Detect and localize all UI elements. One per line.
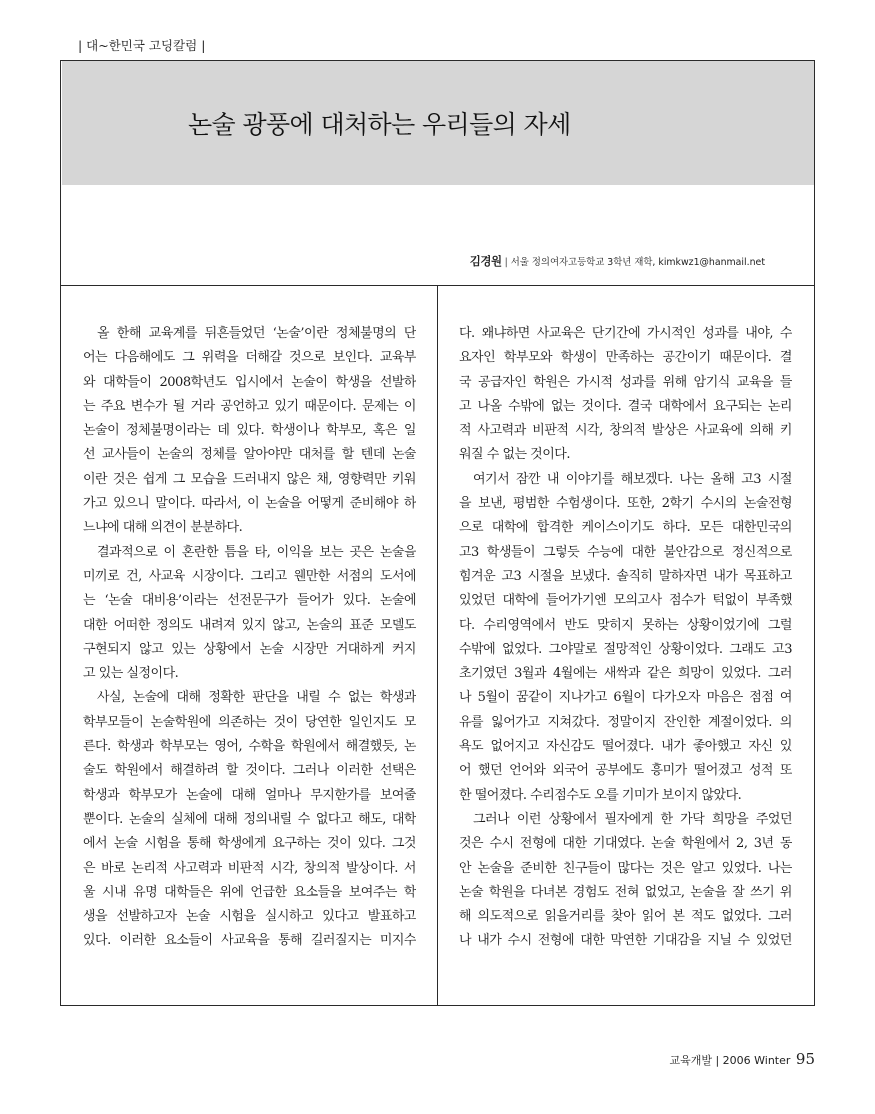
body-line: 은 바로 논리적 사고력과 비판적 시각, 창의적 발상이다. 서 [83,860,416,876]
body-line: 는 주요 변수가 될 거라 공언하고 있기 때문이다. 문제는 이 [83,398,416,414]
body-line: 와 대학들이 2008학년도 입시에서 논술이 학생을 선발하 [83,374,416,390]
body-line: 어는 다음해에도 그 위력을 더해갈 것으로 보인다. 교육부 [83,350,416,366]
body-line: 는 ‘논술 대비용’이라는 선전문구가 들어가 있다. 논술에 [83,593,416,609]
section-label: | 대~한민국 고딩칼럼 | [78,38,206,53]
page-number: 95 [795,1050,815,1068]
article-title: 논술 광풍에 대처하는 우리들의 자세 [188,110,571,139]
body-line: 해 의도적으로 읽을거리를 찾아 읽어 본 적도 없었다. 그러 [459,909,792,925]
body-line: 여기서 잠깐 내 이야기를 해보겠다. 나는 올해 고3 시절 [473,471,792,487]
author-affiliation: 서울 정의여자고등학교 3학년 재학, kimkwz1@hanmail.net [510,257,765,268]
body-line: 한 떨어졌다. 수리점수도 오를 기미가 보이지 않았다. [459,787,742,803]
body-line: 것은 수시 전형에 대한 기대였다. 논술 학원에서 2, 3년 동 [459,836,792,852]
body-line: 으로 대학에 합격한 케이스이기도 하다. 모든 대한민국의 [459,520,792,536]
body-line: 이란 것은 쉽게 그 모습을 드러내지 않은 채, 영향력만 키워 [83,471,416,487]
body-line: 에서 논술 시험을 통해 학생에게 요구하는 것이 있다. 그것 [83,836,416,852]
author-name: 김경원 [469,254,502,268]
body-line: 어 했던 언어와 외국어 공부에도 흥미가 떨어졌고 성적 또 [459,763,792,779]
body-line: 고3 학생들이 그렇듯 수능에 대한 불안감으로 정신적으로 [459,544,792,560]
body-line: 뿐이다. 논술의 실체에 대해 정의내릴 수 없다고 해도, 대학 [83,811,416,827]
body-line: 논술이 정체불명이라는 데 있다. 학생이나 학부모, 혹은 일 [83,423,416,439]
body-line: 학부모들이 논술학원에 의존하는 것이 당연한 일인지도 모 [83,714,416,730]
body-line: 구현되지 않고 있는 상황에서 논술 시장만 거대하게 커지 [83,641,416,657]
body-line: 다. 수리영역에서 반도 맞히지 못하는 상황이었기에 그럴 [459,617,792,633]
body-line: 욕도 없어지고 자신감도 떨어졌다. 내가 좋아했고 자신 있 [459,739,792,755]
body-line: 요자인 학부모와 학생이 만족하는 공간이기 때문이다. 결 [459,350,792,366]
body-line: 다. 왜냐하면 사교육은 단기간에 가시적인 성과를 내야, 수 [459,326,792,341]
body-line: 른다. 학생과 학부모는 영어, 수학을 학원에서 해결했듯, 논 [83,739,416,755]
body-line: 선 교사들이 논술의 정체를 알아야만 대처를 할 텐데 논술 [83,447,416,463]
body-line: 고 나올 수밖에 없는 것이다. 결국 대학에서 요구되는 논리 [459,398,792,414]
body-line: 학생과 학부모가 논술에 대해 얼마나 무지한가를 보여줄 [83,787,416,803]
body-line: 있다. 이러한 요소들이 사교육을 통해 길러질지는 미지수 [83,933,416,949]
body-line: 나 5월이 꿈같이 지나가고 6월이 다가오자 마음은 점점 여 [459,690,792,706]
body-line: 술도 학원에서 해결하려 할 것이다. 그러나 이러한 선택은 [83,763,416,779]
page-footer [669,1050,815,1068]
body-line: 올 한해 교육계를 뒤흔들었던 ‘논술’이란 정체불명의 단 [97,326,416,341]
body-line: 논술 학원을 다녀본 경험도 전혀 없었고, 논술을 잘 쓰기 위 [459,884,792,900]
author-byline [470,253,765,269]
column-divider [437,285,438,1006]
body-line: 사실, 논술에 대해 정확한 판단을 내릴 수 없는 학생과 [97,690,416,706]
body-line: 적 사고력과 비판적 시각, 창의적 발상은 사교육에 의해 키 [459,423,792,439]
publication-name: 교육개발 | 2006 Winter [669,1054,791,1067]
body-line: 대한 어떠한 정의도 내려져 있지 않고, 논술의 표준 모델도 [83,617,416,633]
body-line: 유를 잃어가고 지쳐갔다. 정말이지 잔인한 계절이었다. 의 [459,714,792,730]
body-line: 수밖에 없었다. 그야말로 절망적인 상황이었다. 그래도 고3 [459,641,792,657]
body-line: 울 시내 유명 대학들은 위에 언급한 요소들을 보여주는 학 [83,884,416,900]
body-line: 그러나 이런 상황에서 필자에게 한 가닥 희망을 주었던 [473,811,792,827]
body-line: 초기였던 3월과 4월에는 새싹과 같은 희망이 있었다. 그러 [459,666,792,682]
body-line: 워질 수 없는 것이다. [459,447,570,463]
body-line: 생을 선발하고자 논술 시험을 실시하고 있다고 발표하고 [83,909,416,925]
body-line: 국 공급자인 학원은 가시적 성과를 위해 암기식 교육을 들 [459,374,792,390]
byline-separator: | [504,257,508,268]
body-line: 미끼로 건, 사교육 시장이다. 그리고 웬만한 서점의 도서에 [83,568,416,584]
body-column-right [459,322,792,954]
body-line: 힘겨운 고3 시절을 보냈다. 솔직히 말하자면 내가 목표하고 [459,568,792,584]
body-line: 결과적으로 이 혼란한 틈을 타, 이익을 보는 곳은 논술을 [97,544,416,560]
body-line: 안 논술을 준비한 친구들이 많다는 것은 알고 있었다. 나는 [459,860,792,876]
body-column-left [83,322,416,954]
frame-left-tick [60,185,61,285]
body-line: 고 있는 실정이다. [83,666,179,682]
body-line: 느냐에 대해 의견이 분분하다. [83,520,243,536]
body-line: 을 보낸, 평범한 수험생이다. 또한, 2학기 수시의 논술전형 [459,496,792,512]
body-line: 있었던 대학에 들어가기엔 모의고사 점수가 턱없이 부족했 [459,593,792,609]
body-line: 나 내가 수시 전형에 대한 막연한 기대감을 지닐 수 있었던 [459,933,792,949]
body-line: 가고 있으니 말이다. 따라서, 이 논술을 어떻게 준비해야 하 [83,496,416,512]
